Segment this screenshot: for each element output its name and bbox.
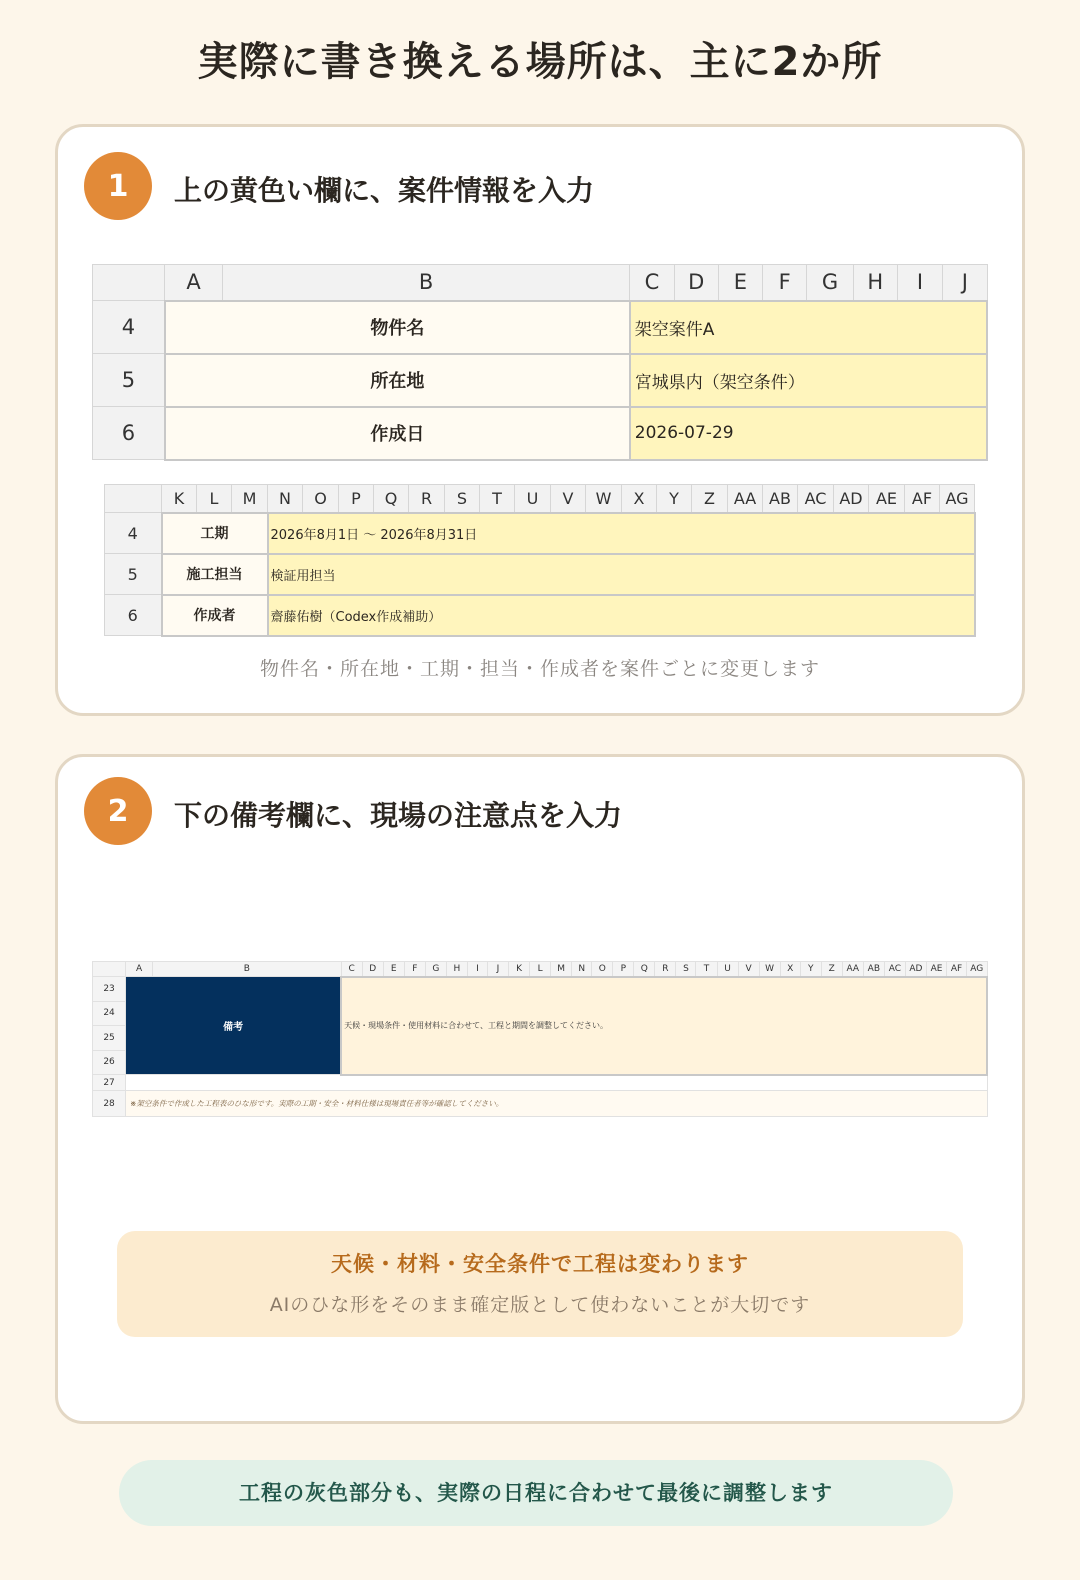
corner-cell — [93, 962, 126, 977]
column-header[interactable]: Q — [634, 962, 655, 977]
table-row — [93, 354, 988, 407]
column-header[interactable]: C — [630, 265, 674, 301]
schedule-period-input[interactable]: 2026年8月1日 〜 2026年8月31日 — [268, 513, 975, 554]
footnote-cell: ※架空条件で作成した工程表のひな形です。実際の工期・安全・材料仕様は現場責任者等が確認してください。 — [126, 1091, 987, 1117]
row-header[interactable]: 28 — [93, 1091, 126, 1117]
column-header[interactable]: F — [404, 962, 425, 977]
column-header[interactable]: AD — [834, 485, 869, 513]
column-header-row — [93, 962, 988, 977]
page-title: 実際に書き換える場所は、主に2か所 — [197, 39, 883, 85]
location-input[interactable]: 宮城県内（架空条件） — [630, 354, 987, 407]
corner-cell — [93, 265, 165, 301]
warning-box — [117, 1231, 963, 1337]
column-header[interactable]: P — [613, 962, 634, 977]
step1-badge: 1 — [84, 152, 152, 220]
column-header[interactable]: U — [515, 485, 551, 513]
column-header[interactable]: S — [676, 962, 696, 977]
column-header[interactable]: N — [572, 962, 592, 977]
column-header[interactable]: U — [717, 962, 738, 977]
empty-row-cell[interactable] — [126, 1075, 987, 1091]
table-row — [93, 977, 988, 1002]
row-header[interactable]: 4 — [105, 513, 162, 554]
column-header[interactable]: I — [897, 265, 942, 301]
table-row — [93, 407, 988, 460]
column-header[interactable]: I — [467, 962, 487, 977]
corner-cell — [105, 485, 162, 513]
column-header[interactable]: AC — [798, 485, 834, 513]
column-header[interactable]: AE — [869, 485, 905, 513]
warning-main-text: 天候・材料・安全条件で工程は変わります — [331, 1252, 749, 1276]
author-input[interactable]: 齋藤佑樹（Codex作成補助） — [268, 595, 975, 636]
step2-card — [55, 754, 1025, 1424]
column-header[interactable]: D — [674, 265, 718, 301]
column-header-row — [93, 265, 988, 301]
row-header[interactable]: 5 — [93, 354, 165, 407]
column-header[interactable]: Y — [800, 962, 821, 977]
column-header[interactable]: J — [487, 962, 508, 977]
column-header[interactable]: G — [807, 265, 853, 301]
row-header[interactable]: 24 — [93, 1001, 126, 1026]
created-date-label: 作成日 — [165, 407, 630, 460]
column-header[interactable]: P — [339, 485, 374, 513]
info-table-b — [104, 484, 976, 637]
construction-manager-label: 施工担当 — [162, 554, 268, 595]
step1-title: 上の黄色い欄に、案件情報を入力 — [174, 174, 595, 207]
table-row — [105, 595, 975, 636]
column-header[interactable]: R — [409, 485, 445, 513]
column-header[interactable]: K — [509, 962, 530, 977]
column-header[interactable]: V — [551, 485, 586, 513]
column-header[interactable]: F — [763, 265, 807, 301]
column-header[interactable]: AA — [728, 485, 763, 513]
column-header[interactable]: A — [126, 962, 153, 977]
column-header[interactable]: G — [425, 962, 446, 977]
row-header[interactable]: 6 — [105, 595, 162, 636]
column-header[interactable]: AD — [905, 962, 926, 977]
table-row — [105, 513, 975, 554]
row-header[interactable]: 27 — [93, 1075, 126, 1091]
column-header[interactable]: N — [268, 485, 303, 513]
column-header[interactable]: A — [165, 265, 222, 301]
column-header[interactable]: C — [341, 962, 362, 977]
construction-manager-input[interactable]: 検証用担当 — [268, 554, 975, 595]
column-header[interactable]: AB — [863, 962, 884, 977]
table-row — [93, 1075, 988, 1091]
warning-sub-text: AIのひな形をそのまま確定版として使わないことが大切です — [269, 1294, 811, 1316]
column-header[interactable]: H — [853, 265, 897, 301]
column-header[interactable]: X — [622, 485, 657, 513]
step1-card — [55, 124, 1025, 716]
created-date-input[interactable]: 2026-07-29 — [630, 407, 987, 460]
column-header[interactable]: L — [530, 962, 551, 977]
column-header[interactable]: E — [718, 265, 762, 301]
column-header[interactable]: AE — [926, 962, 946, 977]
row-header[interactable]: 23 — [93, 977, 126, 1002]
row-header[interactable]: 4 — [93, 301, 165, 354]
column-header[interactable]: AC — [884, 962, 905, 977]
column-header[interactable]: J — [943, 265, 987, 301]
column-header[interactable]: M — [232, 485, 268, 513]
column-header[interactable]: O — [303, 485, 339, 513]
column-header[interactable]: O — [592, 962, 613, 977]
column-header[interactable]: D — [362, 962, 383, 977]
info-table-a — [92, 264, 988, 461]
table-row — [105, 554, 975, 595]
column-header[interactable]: W — [759, 962, 780, 977]
column-header[interactable]: B — [153, 962, 342, 977]
column-header[interactable]: Z — [692, 485, 728, 513]
column-header-row — [105, 485, 975, 513]
location-label: 所在地 — [165, 354, 630, 407]
remarks-sheet — [92, 961, 988, 1117]
column-header[interactable]: AA — [842, 962, 863, 977]
column-header[interactable]: H — [446, 962, 467, 977]
bottom-note: 工程の灰色部分も、実際の日程に合わせて最後に調整します — [119, 1460, 953, 1526]
row-header[interactable]: 5 — [105, 554, 162, 595]
column-header[interactable]: AF — [905, 485, 940, 513]
remarks-label: 備考 — [126, 977, 342, 1075]
column-header[interactable]: W — [586, 485, 622, 513]
column-header[interactable]: Y — [657, 485, 692, 513]
row-header[interactable]: 6 — [93, 407, 165, 460]
row-header[interactable]: 26 — [93, 1050, 126, 1075]
column-header[interactable]: K — [162, 485, 197, 513]
table-row — [93, 301, 988, 354]
property-name-input[interactable]: 架空案件A — [630, 301, 987, 354]
row-header[interactable]: 25 — [93, 1026, 126, 1051]
column-header[interactable]: T — [696, 962, 717, 977]
column-header[interactable]: AG — [940, 485, 975, 513]
column-header[interactable]: Z — [821, 962, 842, 977]
column-header[interactable]: M — [551, 962, 572, 977]
step2-badge: 2 — [84, 777, 152, 845]
remarks-input[interactable]: 天候・現場条件・使用材料に合わせて、工程と期間を調整してください。 — [341, 977, 987, 1075]
property-name-label: 物件名 — [165, 301, 630, 354]
column-header[interactable]: L — [197, 485, 232, 513]
column-header[interactable]: AF — [947, 962, 967, 977]
column-header[interactable]: B — [222, 265, 630, 301]
step1-caption: 物件名・所在地・工期・担当・作成者を案件ごとに変更します — [259, 658, 820, 680]
column-header[interactable]: AG — [967, 962, 987, 977]
column-header[interactable]: X — [780, 962, 800, 977]
schedule-period-label: 工期 — [162, 513, 268, 554]
column-header[interactable]: R — [655, 962, 676, 977]
author-label: 作成者 — [162, 595, 268, 636]
column-header[interactable]: AB — [763, 485, 798, 513]
column-header[interactable]: Q — [374, 485, 409, 513]
column-header[interactable]: E — [383, 962, 404, 977]
table-row — [93, 1091, 988, 1117]
column-header[interactable]: T — [480, 485, 515, 513]
column-header[interactable]: V — [738, 962, 759, 977]
step2-title: 下の備考欄に、現場の注意点を入力 — [174, 799, 623, 832]
column-header[interactable]: S — [445, 485, 480, 513]
